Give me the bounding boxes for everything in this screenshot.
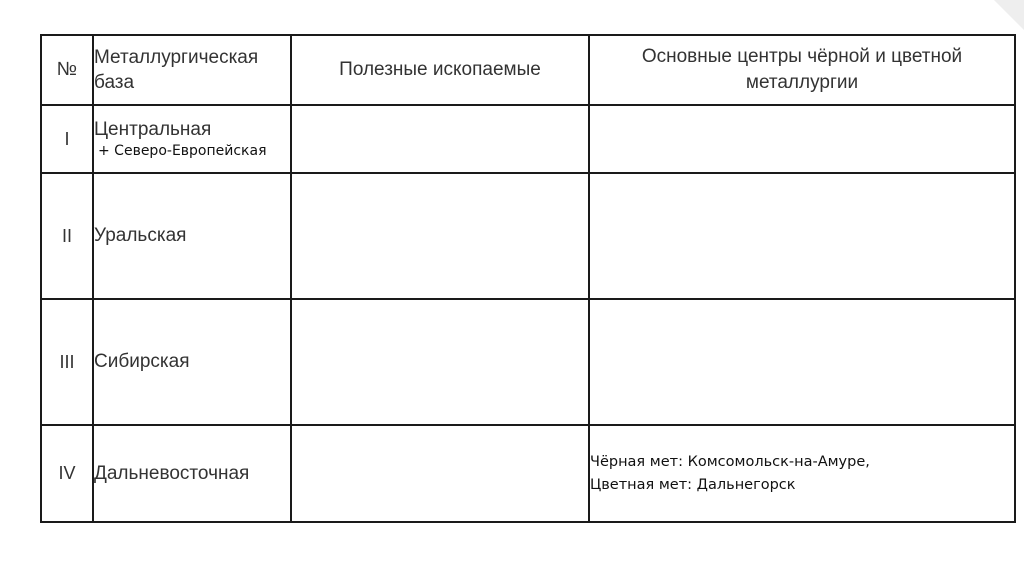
base-name: Сибирская	[94, 351, 190, 372]
table-row	[41, 173, 1015, 299]
base-name: Уральская	[94, 225, 187, 246]
base-cell	[93, 425, 291, 522]
row-number: II	[41, 173, 93, 299]
header-metallurgical-base: Металлургическая база	[93, 35, 291, 105]
base-cell	[93, 299, 291, 425]
centers-cell[interactable]	[589, 173, 1015, 299]
minerals-cell[interactable]	[291, 105, 589, 173]
metallurgy-table	[40, 34, 1016, 523]
header-row	[41, 35, 1015, 105]
row-number: III	[41, 299, 93, 425]
page-corner-decoration	[994, 0, 1024, 30]
row-number: IV	[41, 425, 93, 522]
base-cell	[93, 173, 291, 299]
minerals-cell[interactable]	[291, 425, 589, 522]
table-row	[41, 105, 1015, 173]
header-number: №	[41, 35, 93, 105]
centers-cell[interactable]	[589, 299, 1015, 425]
minerals-cell[interactable]	[291, 173, 589, 299]
table-row	[41, 299, 1015, 425]
base-name: Центральная	[94, 119, 212, 140]
base-extra-note: + Северо-Европейская	[98, 143, 267, 159]
table-row	[41, 425, 1015, 522]
centers-cell[interactable]	[589, 425, 1015, 522]
centers-cell[interactable]	[589, 105, 1015, 173]
header-minerals: Полезные ископаемые	[291, 35, 589, 105]
header-metallurgy-centers: Основные центры чёрной и цветной металлургии	[589, 35, 1015, 105]
minerals-cell[interactable]	[291, 299, 589, 425]
base-name: Дальневосточная	[94, 462, 250, 484]
ferrous-centers: Чёрная мет: Комсомольск-на-Амуре,	[590, 453, 870, 470]
nonferrous-centers: Цветная мет: Дальнегорск	[590, 476, 796, 493]
base-cell	[93, 105, 291, 173]
row-number: I	[41, 105, 93, 173]
